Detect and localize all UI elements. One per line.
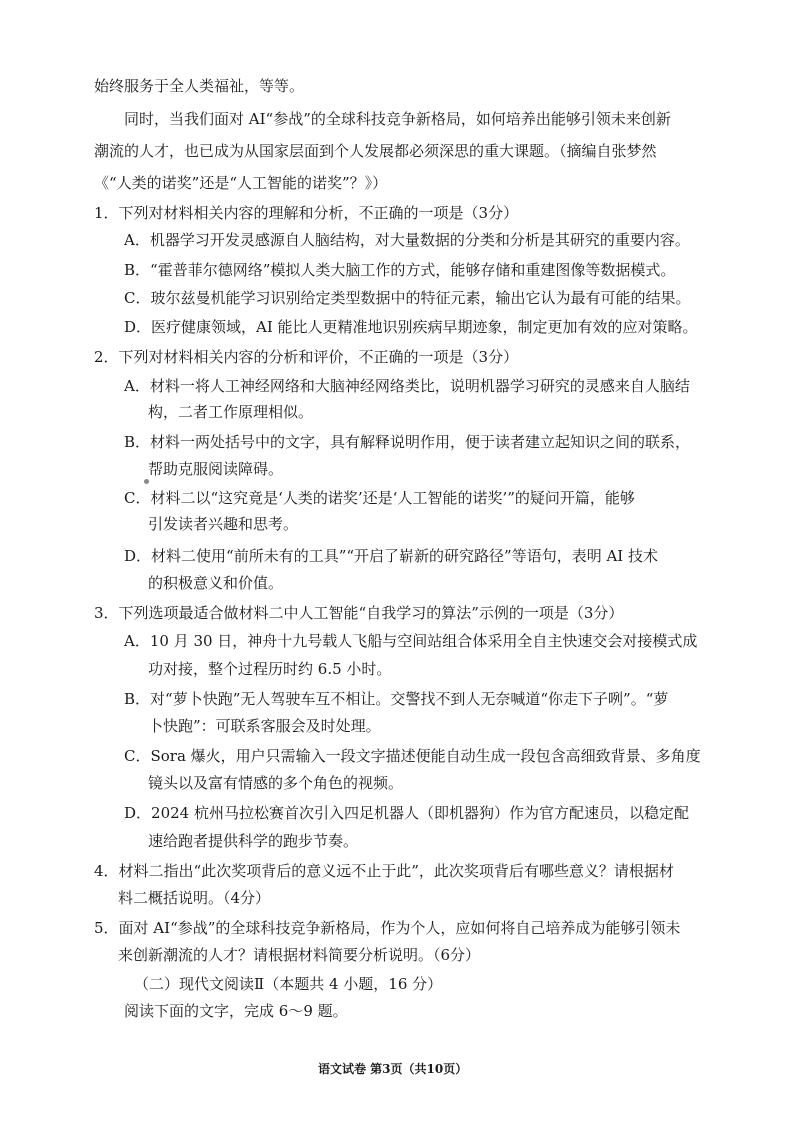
question-5-line-1: 5．面对 AI“参战”的全球科技竞争新格局，作为个人，应如何将自己培养成为能够引领未 — [94, 919, 681, 937]
question-3-option-b-line-2: 卜快跑”：可联系客服会及时处理。 — [148, 717, 381, 735]
question-2-option-d-line-1: D．材料二使用“前所未有的工具”“开启了崭新的研究路径”等语句，表明 AI 技术 — [124, 547, 658, 565]
question-1-option-b: B．“霍普菲尔德网络”模拟人类大脑工作的方式，能够存储和重建图像等数据模式。 — [124, 261, 676, 279]
question-3-option-a-line-1: A．10 月 30 日，神舟十九号载人飞船与空间站组合体采用全自主快速交会对接模式成 — [124, 632, 698, 650]
question-3-option-a-line-2: 功对接，整个过程历时约 6.5 小时。 — [148, 660, 392, 678]
question-3-option-d-line-1: D．2024 杭州马拉松赛首次引入四足机器人（即机器狗）作为官方配速员，以稳定配 — [124, 804, 689, 822]
question-2-option-b-line-2: 帮助克服阅读障碍。 — [148, 460, 284, 478]
question-3-option-c-line-1: C．Sora 爆火，用户只需输入一段文字描述便能自动生成一段包含高细致背景、多角度 — [124, 747, 701, 765]
question-2-option-a-line-2: 构，二者工作原理相似。 — [148, 403, 314, 421]
page-footer: 语文试卷 第3页（共10页） — [318, 1062, 468, 1076]
question-1-option-d: D．医疗健康领域，AI 能比人更精准地识别疾病早期迹象，制定更加有效的应对策略。 — [124, 318, 698, 336]
intro-line-2: 同时，当我们面对 AI“参战”的全球科技竞争新格局，如何培养出能够引领未来创新 — [124, 110, 671, 128]
intro-line-4: 《“人类的诺奖”还是“人工智能的诺奖”？》） — [94, 174, 388, 192]
section-2-heading: （二）现代文阅读Ⅱ（本题共 4 小题，16 分） — [134, 975, 443, 993]
question-3-stem: 3．下列选项最适合做材料二中人工智能“自我学习的算法”示例的一项是（3分） — [94, 604, 624, 622]
scan-speck — [144, 479, 149, 484]
question-2-option-a-line-1: A．材料一将人工神经网络和大脑神经网络类比，说明机器学习研究的灵感来自人脑结 — [124, 377, 690, 395]
question-1-option-c: C．玻尔兹曼机能学习识别给定类型数据中的特征元素，输出它认为最有可能的结果。 — [124, 289, 691, 307]
question-3-option-d-line-2: 速给跑者提供科学的跑步节奏。 — [148, 832, 359, 850]
question-2-option-c-line-1: C．材料二以“这究竟是‘人类的诺奖’还是‘人工智能的诺奖’”的疑问开篇，能够 — [124, 489, 635, 507]
intro-line-1: 始终服务于全人类福祉，等等。 — [94, 77, 305, 95]
question-1-stem: 1．下列对材料相关内容的理解和分析，不正确的一项是（3分） — [94, 204, 519, 222]
question-4-line-2: 料二概括说明。（4分） — [118, 889, 271, 907]
section-2-instruction: 阅读下面的文字，完成 6～9 题。 — [124, 1002, 348, 1020]
question-3-option-c-line-2: 镜头以及富有情感的多个角色的视频。 — [148, 774, 404, 792]
question-2-option-d-line-2: 的积极意义和价值。 — [148, 574, 284, 592]
question-2-option-c-line-2: 引发读者兴趣和思考。 — [148, 515, 299, 533]
question-2-option-b-line-1: B．材料一两处括号中的文字，具有解释说明作用，便于读者建立起知识之间的联系， — [124, 433, 691, 451]
question-4-line-1: 4．材料二指出“此次奖项背后的意义远不止于此”，此次奖项背后有哪些意义？请根据材 — [94, 862, 674, 880]
intro-line-3: 潮流的人才，也已成为从国家层面到个人发展都必须深思的重大课题。（摘编自张梦然 — [94, 142, 657, 160]
question-1-option-a: A．机器学习开发灵感源自人脑结构，对大量数据的分类和分析是其研究的重要内容。 — [124, 231, 690, 249]
question-3-option-b-line-1: B．对“萝卜快跑”无人驾驶车互不相让。交警找不到人无奈喊道“你走下子咧”。“萝 — [124, 690, 669, 708]
question-2-stem: 2．下列对材料相关内容的分析和评价，不正确的一项是（3分） — [94, 348, 519, 366]
question-5-line-2: 来创新潮流的人才？请根据材料简要分析说明。（6分） — [118, 946, 481, 964]
